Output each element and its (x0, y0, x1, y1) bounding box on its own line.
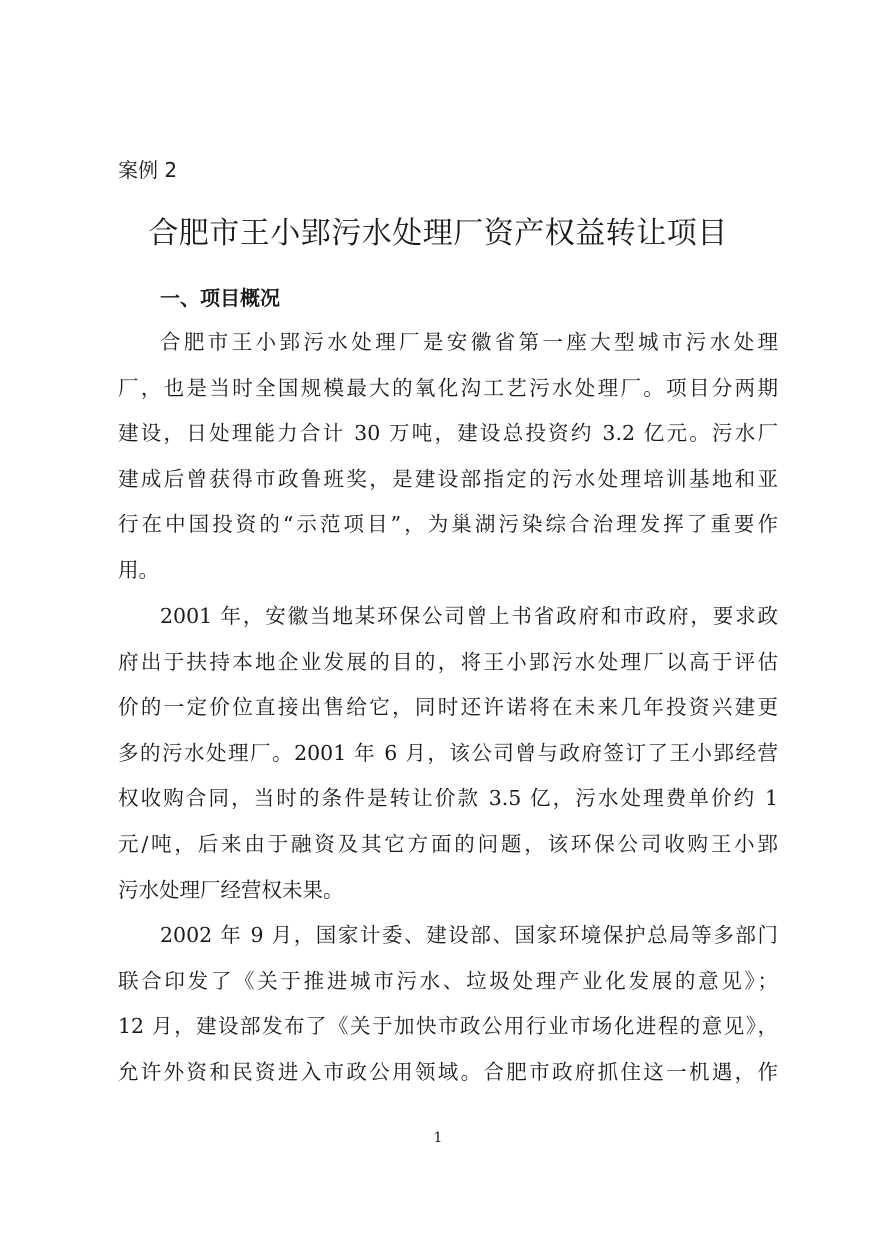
paragraph-line: 厂，也是当时全国规模最大的氧化沟工艺污水处理厂。项目分两期 (118, 375, 778, 400)
paragraph-line: 允许外资和民资进入市政公用领域。合肥市政府抓住这一机遇，作 (118, 1059, 778, 1084)
page-number: 1 (433, 1130, 443, 1146)
paragraph-line: 行在中国投资的“示范项目”，为巢湖污染综合治理发挥了重要作 (118, 512, 778, 537)
paragraph-line: 合肥市王小郢污水处理厂是安徽省第一座大型城市污水处理 (160, 330, 778, 354)
paragraph-line: 多的污水处理厂。2001 年 6 月，该公司曾与政府签订了王小郢经营 (118, 740, 778, 765)
paragraph-line: 府出于扶持本地企业发展的目的，将王小郢污水处理厂以高于评估 (118, 649, 778, 674)
document-title: 合肥市王小郢污水处理厂资产权益转让项目 (148, 216, 728, 251)
paragraph-line: 用。 (118, 557, 159, 582)
paragraph-line: 污水处理厂经营权未果。 (118, 877, 344, 902)
paragraph-overview (118, 320, 778, 594)
paragraph-line: 建成后曾获得市政鲁班奖，是建设部指定的污水处理培训基地和亚 (118, 466, 778, 491)
case-label: 案例 2 (118, 158, 178, 182)
paragraph-2001-history (118, 594, 778, 913)
paragraph-line: 元/吨，后来由于融资及其它方面的问题，该环保公司收购王小郢 (118, 831, 778, 856)
paragraph-line: 联合印发了《关于推进城市污水、垃圾处理产业化发展的意见》； (118, 968, 778, 993)
paragraph-line: 2001 年，安徽当地某环保公司曾上书省政府和市政府，要求政 (160, 604, 778, 628)
section-heading: 一、项目概况 (160, 286, 280, 310)
paragraph-line: 2002 年 9 月，国家计委、建设部、国家环境保护总局等多部门 (160, 923, 778, 947)
paragraph-line: 12 月，建设部发布了《关于加快市政公用行业市场化进程的意见》， (118, 1014, 778, 1039)
paragraph-line: 价的一定价位直接出售给它，同时还许诺将在未来几年投资兴建更 (118, 695, 778, 720)
paragraph-2002-policy (118, 913, 778, 1095)
paragraph-line: 建设，日处理能力合计 30 万吨，建设总投资约 3.2 亿元。污水厂 (118, 421, 778, 446)
paragraph-line: 权收购合同，当时的条件是转让价款 3.5 亿，污水处理费单价约 1 (118, 786, 778, 811)
